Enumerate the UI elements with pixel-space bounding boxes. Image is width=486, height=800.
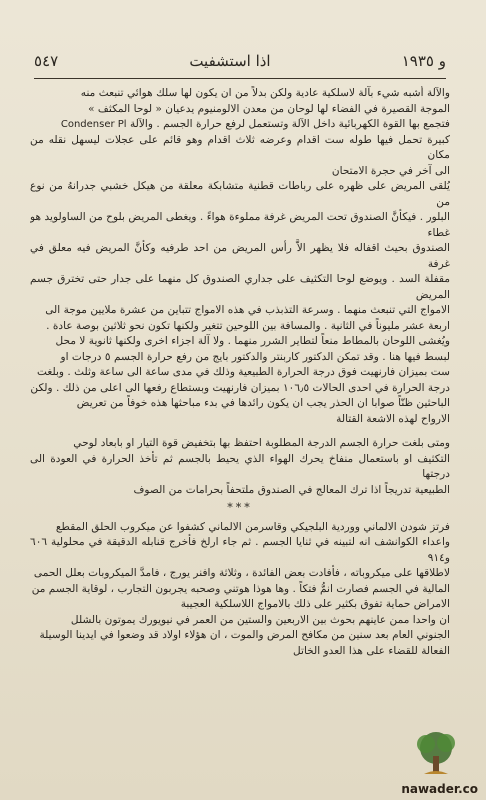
text-line: يُلقى المريض على ظهره على رباطات قطنية متشابكة معلقة من هيكل خشبي جدرانهُ من نوع من: [30, 180, 450, 208]
text-line: واعداء الكوانشف انه لتبينه في ثنايا الجسم . ثم جاء ارلخ فأخرج قنابله الدقيقة في محلولية ٦٠٦ و٩١٤: [30, 536, 450, 564]
watermark-text: nawader.co: [401, 782, 478, 796]
text-line: والآلة أشبه شيء بآلة لاسلكية عادية ولكن بدلاً من ان يكون لها سلك هوائي تنبعث منه: [80, 87, 450, 99]
text-line: ومتى بلغت حرارة الجسم الدرجة المطلوبة احتفظ بها بتخفيض قوة التيار او بابعاد لوحي: [73, 437, 450, 449]
text-line: الجنوني العام بعد سنين من مكافح المرض والموت ، ان هؤلاء اولاد قد وضعوا في ايدينا الوسيلة: [39, 629, 450, 641]
text-line: التكثيف او باستعمال منفاخ يحرك الهواء الذي يحيط بالجسم ثم تأخذ الحرارة في العودة الى درجتها: [30, 452, 450, 480]
text-line: درجة الحرارة في احدى الحالات ١٠٦٫٥ بميزان فارنهيت وبستطاع رفعها الى اعلى من ذلك . ولكن: [30, 381, 450, 394]
text-line: لاطلاقها على ميكروباته ، فأفادت بعض الفائدة ، وثلاثة وافنر يورج ، فامدَّ الميكروبات بعلل الحمى: [33, 567, 450, 579]
text-line: الامواج التي تنبعث منهما . وسرعة التذبذب في هذه الامواج تتباين من عشرة ملايين موجة الى: [45, 304, 450, 316]
inline-latin-term: Condenser Pl: [60, 119, 127, 130]
page-header: [34, 48, 446, 74]
tree-logo-icon: [406, 730, 466, 778]
text-line: المالية في الجسم فصارت انمُّ فتكاً . وها هوذا هوتني وصحبه يجربون التجارب ، لوقاية الجسم من: [31, 582, 450, 595]
header-page-number: ٥٤٧: [34, 52, 59, 70]
text-line: لبسط فيها هنا . وقد تمكن الدكتور كاربنتر والدكتور بايج من رفع حرارة الجسم ٥ درجات او: [60, 350, 450, 363]
article-body: [30, 86, 450, 786]
section-separator: ***: [227, 501, 253, 514]
text-line: ويُغشى اللوحان بالمطاط منعاً لتطاير الشرر منهما . ولا آلة اجزاء اخرى ولكنها ثانوية لا محل: [55, 335, 450, 347]
text-line: الى آخر في حجرة الامتحان: [331, 164, 450, 177]
text-line: الطبيعية تدريجاً اذا ترك المعالج في الصندوق ملتحفاً بحرامات من الصوف: [133, 483, 450, 496]
text-line: الامراض حماية تفوق بكثير على ذلك بالامواج اللاسلكية العجيبة: [180, 598, 450, 610]
text-line: ست بميزان فارنهيت فوق درجة الحرارة الطبيعية وذلك في مدى ساعة الى ساعة وثلث . وبلغت: [36, 366, 450, 378]
text-line: الموجة القصيرة في الفضاء لها لوحان من معدن الالومنيوم يدعيان « لوحا المكثف »: [88, 102, 450, 115]
text-line: البلور . فيكأنَّ الصندوق تحت المريض غرفة مملوءة هواءً . ويغطى المريض بلوح من الساولويد هو غطاء: [30, 211, 450, 239]
text-line: فرتز شودن الالماني ووردية البلجيكي وقاسرمن الالماني كشفوا عن ميكروب الحلق المقطع: [55, 520, 450, 533]
header-title: اذا استشفيت: [189, 52, 271, 70]
header-year: و ١٩٣٥: [401, 52, 446, 70]
text-line: اربعة عشر مليوناً في الثانية . والمسافة بين اللوحين تتغير ولكنها تكون نحو ثلاثين بوصة عادة .: [46, 319, 450, 332]
text-line: الارواح لهذه الاشعة القتالة: [336, 412, 450, 425]
text-line: كبيرة تحمل فيها طوله ست اقدام وعرضه ثلاث اقدام وهو قائم على عجلات ليسهل نقله من مكان: [30, 133, 450, 161]
header-rule: [34, 78, 446, 79]
watermark-logo: [392, 730, 482, 796]
text-line: ان واحدا ممن عاينهم بحوث بين الاربعين والستين من العمر في نيويورك يموتون بالشلل: [70, 613, 450, 626]
text-line: مقفلة السد . ويوضع لوحا التكثيف على جداري الصندوق كل منهما على جدار حتى تخترق جسم المريض: [30, 273, 450, 301]
text-line: الصندوق بحيث اقفاله فلا يظهر الاَّ رأس المريض من احد طرفيه وكأنَّ المريض فيه معلق في غرفة: [30, 242, 450, 270]
text-line: الباحثين ظنّاً صوابا ان الحذر يجب ان يكون رائدها في بدء مباحثها هذه خوفاً من تعريض: [76, 397, 450, 409]
text-line: فتجمع بها القوة الكهربائية داخل الآلة وتستعمل لرفع حرارة الجسم . والآلة Condenser Pl: [60, 118, 450, 130]
text-line: الفعالة للقضاء على هذا العدو الخاتل: [292, 644, 450, 657]
